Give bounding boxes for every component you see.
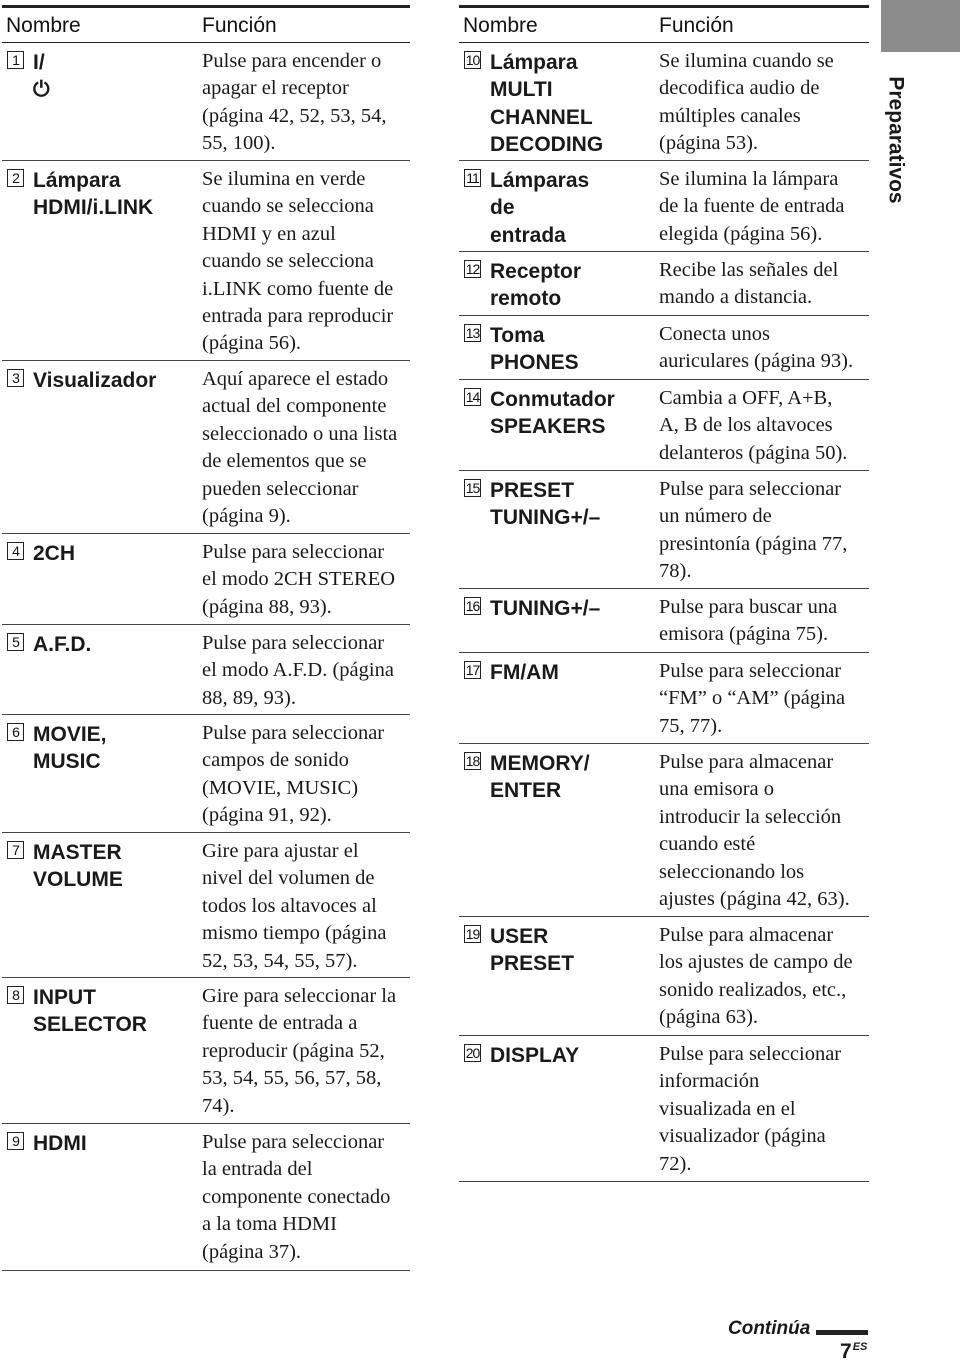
table-row [459, 43, 869, 161]
controls-table-left [2, 5, 410, 1271]
control-description: Se ilumina cuando se decodifica audio de múltiples canales (página 53). [659, 50, 834, 155]
control-name-text: MOVIE, MUSIC [33, 723, 107, 774]
control-name-text: INPUT SELECTOR [33, 986, 147, 1037]
control-name-text: Visualizador [33, 369, 157, 392]
item-number-badge: 16 [465, 598, 480, 614]
header-function: Función [659, 14, 734, 37]
control-name-text: Conmutador SPEAKERS [490, 388, 615, 439]
item-number-badge: 8 [7, 986, 24, 1004]
control-description: Pulse para seleccionar el modo 2CH STEREO (página 88, 93). [202, 541, 396, 618]
controls-table-right [459, 5, 869, 1182]
header-name: Nombre [463, 14, 538, 37]
item-number-badge: 17 [465, 662, 480, 678]
control-name-text: TUNING+/– [490, 597, 601, 620]
control-description: Se ilumina en verde cuando se selecciona HDMI y en azul cuando se selecciona i.LINK como fuente de entrada para reproducir (página 56). [202, 168, 394, 355]
table-row [459, 161, 869, 252]
table-row [2, 1124, 410, 1271]
header-name: Nombre [6, 14, 81, 37]
table-row [2, 625, 410, 715]
control-description: Pulse para seleccionar “FM” o “AM” (página 75, 77). [659, 660, 846, 737]
table-row [459, 1036, 869, 1182]
control-name-text: 2CH [33, 542, 76, 565]
control-description: Pulse para seleccionar información visualizada en el visualizador (página 72). [659, 1043, 842, 1175]
table-row [2, 534, 410, 625]
section-tab-marker [881, 0, 960, 52]
table-row [459, 316, 869, 380]
control-description: Conecta unos auriculares (página 93). [659, 323, 854, 373]
table-row [459, 471, 869, 589]
item-number-badge: 2 [7, 169, 24, 187]
control-name-text: I/⏻ [33, 51, 50, 102]
item-number-badge: 12 [465, 261, 480, 277]
control-name-text: MEMORY/ ENTER [490, 752, 590, 803]
item-number-badge: 5 [7, 633, 24, 651]
control-name-text: HDMI [33, 1132, 87, 1155]
table-row [459, 380, 869, 471]
table-row [2, 43, 410, 161]
section-tab-label: Preparativos [885, 76, 909, 204]
control-description: Pulse para buscar una emisora (página 75). [659, 596, 838, 646]
continued-label: Continúa [728, 1318, 811, 1339]
control-description: Pulse para seleccionar la entrada del componente conectado a la toma HDMI (página 37). [202, 1131, 391, 1263]
control-description: Gire para ajustar el nivel del volumen de todos los altavoces al mismo tiempo (página 52, 53, 54, 55, 57). [202, 840, 387, 972]
control-description: Se ilumina la lámpara de la fuente de entrada elegida (página 56). [659, 168, 845, 245]
table-row [2, 161, 410, 361]
header-function: Función [202, 14, 277, 37]
control-description: Pulse para seleccionar campos de sonido (MOVIE, MUSIC) (página 91, 92). [202, 722, 385, 827]
control-name-text: A.F.D. [33, 633, 92, 656]
item-number-badge: 4 [7, 542, 24, 560]
control-name-text: Lámpara HDMI/i.LINK [33, 169, 154, 220]
item-number-badge: 1 [7, 51, 24, 69]
control-name-text: MASTER VOLUME [33, 841, 123, 892]
item-number-badge: 11 [464, 169, 481, 187]
control-description: Pulse para seleccionar el modo A.F.D. (página 88, 89, 93). [202, 632, 394, 709]
control-name-text: FM/AM [490, 661, 559, 684]
item-number-badge: 15 [465, 480, 480, 496]
control-description: Pulse para encender o apagar el receptor (página 42, 52, 53, 54, 55, 100). [202, 50, 387, 155]
table-row [459, 917, 869, 1036]
table-row [459, 589, 869, 653]
control-description: Pulse para seleccionar un número de presintonía (página 77, 78). [659, 478, 848, 583]
control-description: Recibe las señales del mando a distancia. [659, 259, 839, 309]
item-number-badge: 19 [465, 926, 480, 942]
page-number: $7^{ES}$ [840, 1340, 868, 1363]
table-row [2, 361, 410, 534]
control-name-text: Receptor remoto [490, 260, 582, 311]
table-header [459, 5, 869, 43]
control-name-text: Toma PHONES [490, 324, 579, 375]
control-description: Pulse para almacenar los ajustes de campo de sonido realizados, etc., (página 63). [659, 924, 853, 1029]
control-name-text: DISPLAY [490, 1044, 580, 1067]
table-row [459, 653, 869, 744]
control-name-text: PRESET TUNING+/– [490, 479, 601, 530]
control-description: Aquí aparece el estado actual del componente seleccionado o una lista de elementos que se pueden seleccionar (página 9). [202, 368, 398, 528]
item-number-badge: 9 [7, 1132, 24, 1150]
continued-arrow-bar [816, 1330, 868, 1335]
item-number-badge: 10 [465, 52, 480, 68]
table-row [2, 833, 410, 978]
item-number-badge: 18 [465, 753, 480, 769]
item-number-badge: 13 [465, 325, 480, 341]
item-number-badge: 6 [7, 723, 24, 741]
item-number-badge: 20 [465, 1045, 480, 1061]
table-header [2, 5, 410, 43]
item-number-badge: 14 [465, 389, 480, 405]
control-description: Cambia a OFF, A+B, A, B de los altavoces delanteros (página 50). [659, 387, 848, 464]
table-row [2, 715, 410, 833]
control-description: Pulse para almacenar una emisora o introducir la selección cuando esté seleccionando los ajustes (página 42, 63). [659, 751, 850, 911]
control-name-text: Lámparas de entrada [490, 169, 590, 247]
control-name-text: Lámpara MULTI CHANNEL DECODING [490, 51, 604, 157]
control-name-text: USER PRESET [490, 925, 575, 976]
table-row [2, 978, 410, 1124]
item-number-badge: 3 [7, 369, 24, 387]
item-number-badge: 7 [7, 841, 24, 859]
table-row [459, 744, 869, 917]
table-row [459, 252, 869, 316]
control-description: Gire para seleccionar la fuente de entrada a reproducir (página 52, 53, 54, 55, 56, 57, 58, 74). [202, 985, 397, 1117]
